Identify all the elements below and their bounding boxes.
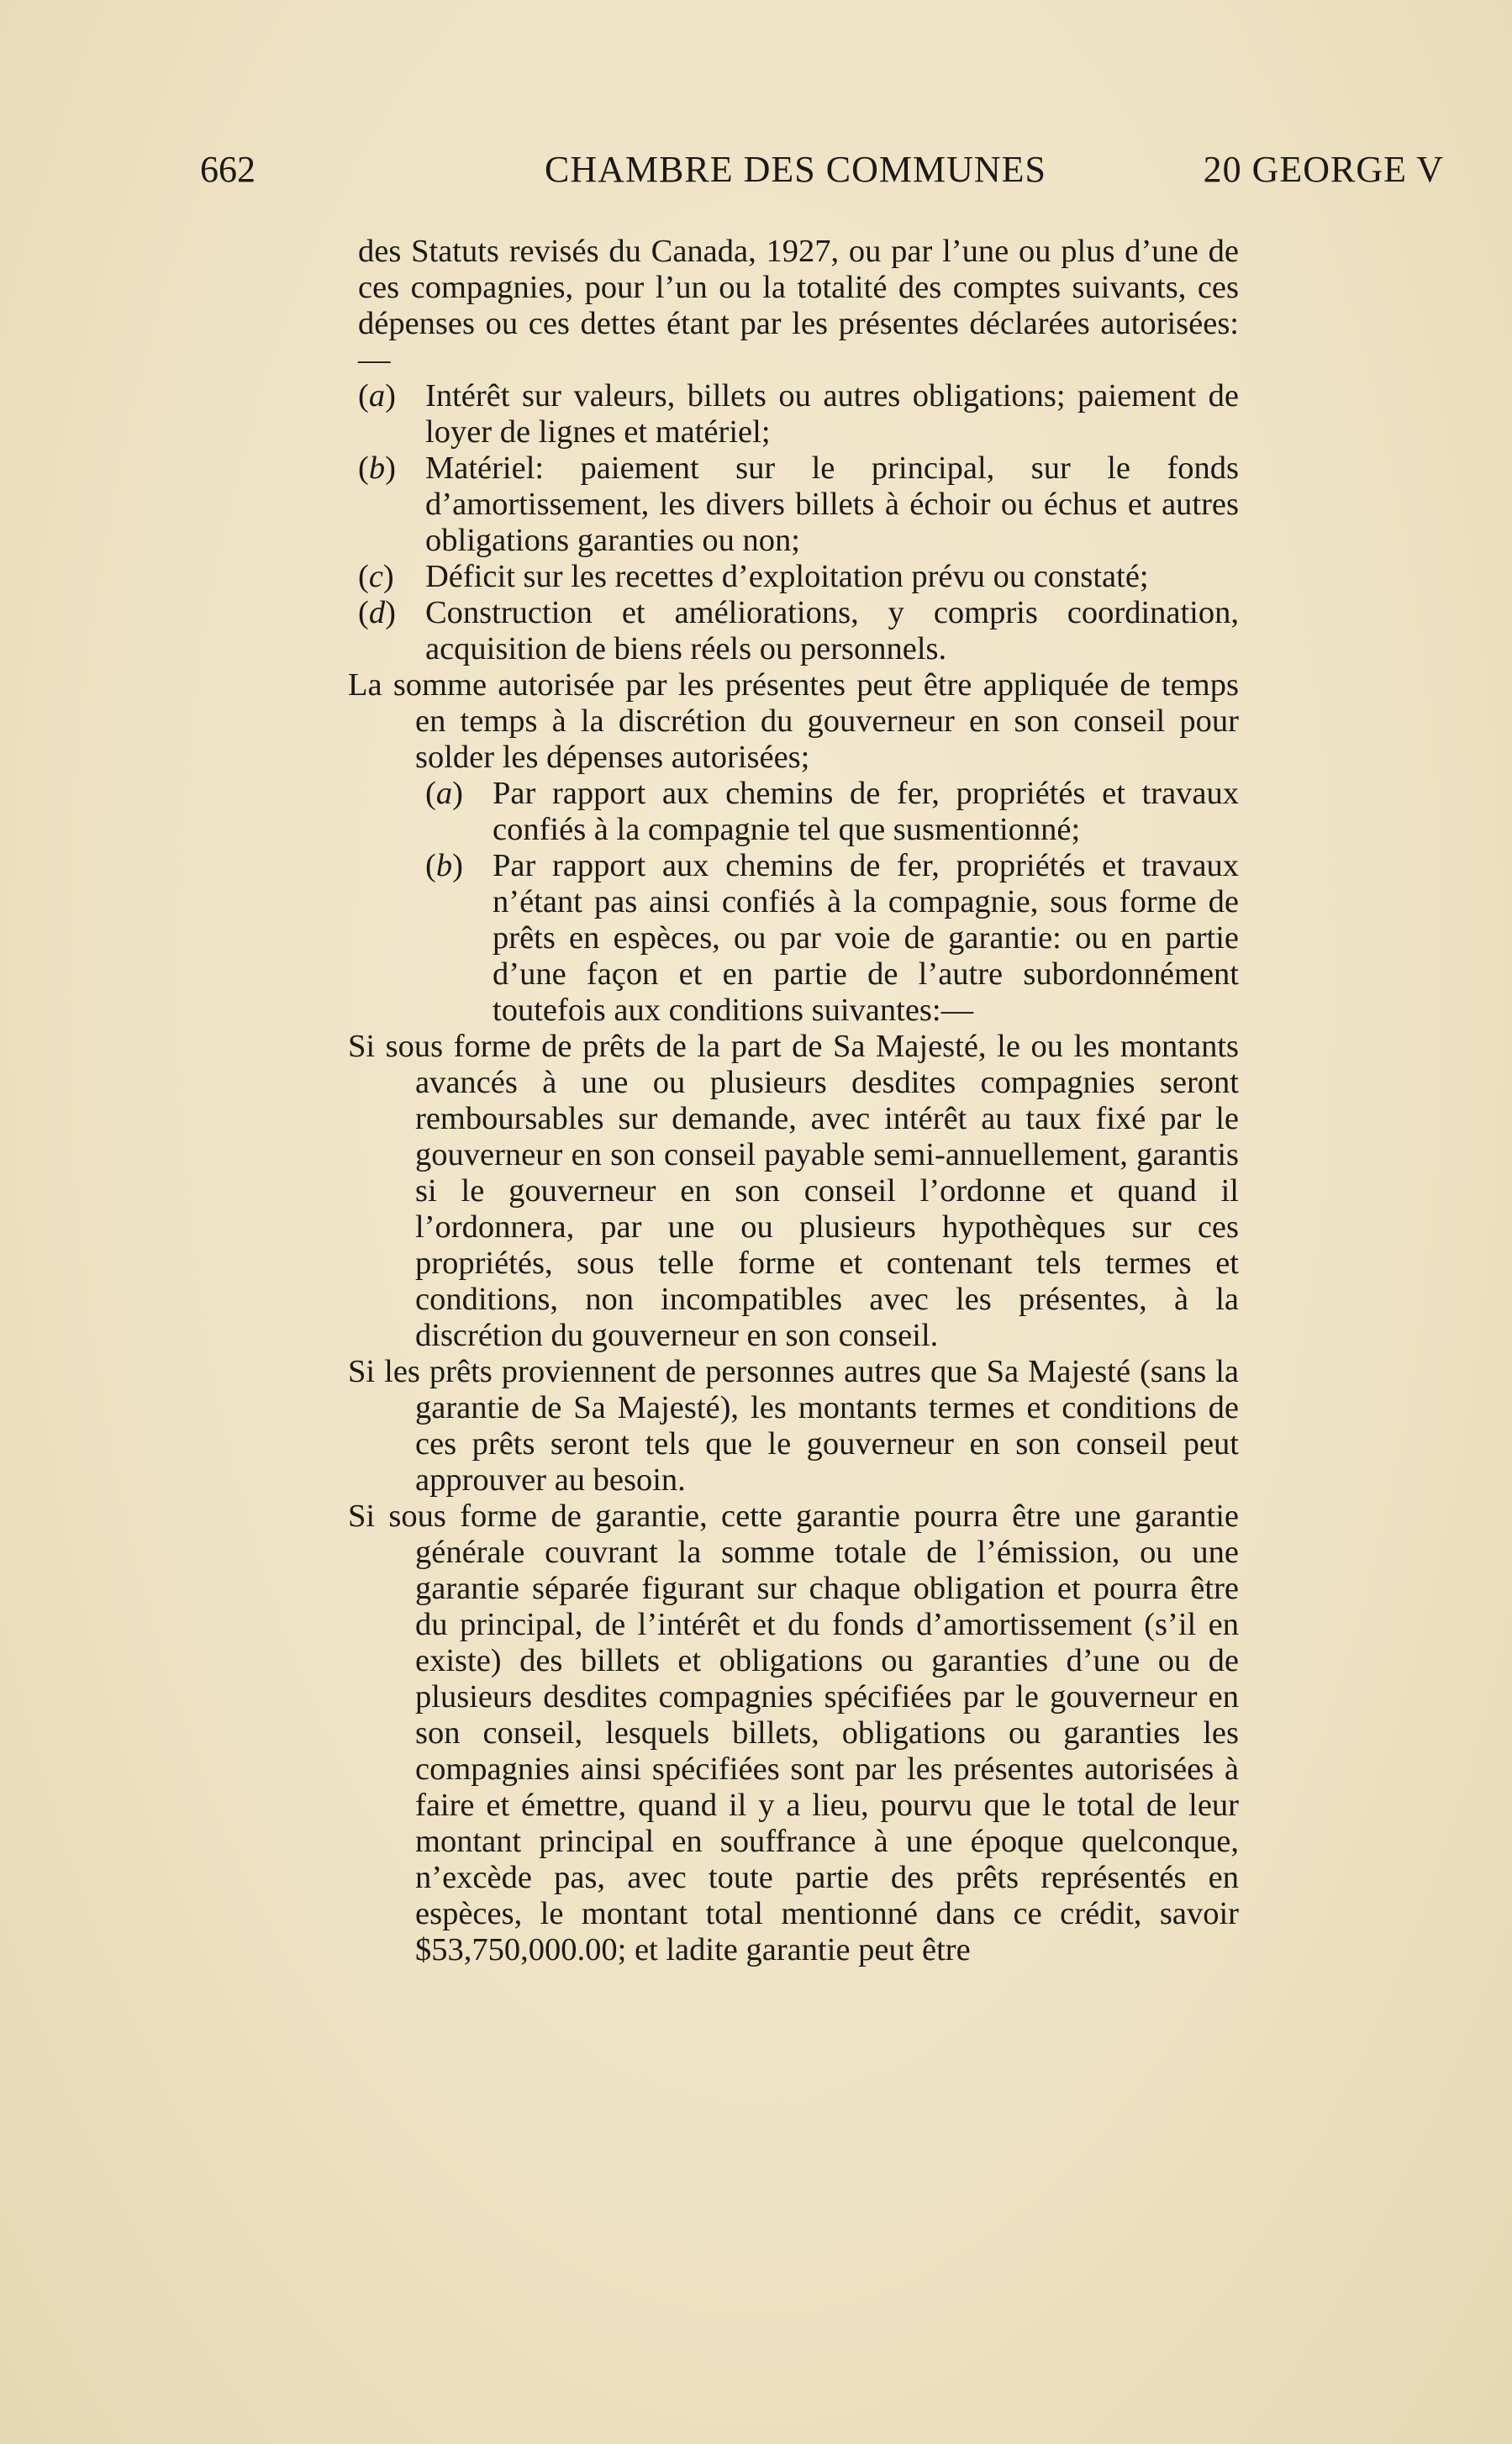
expense-item-b: (b) Matériel: paiement sur le principal, sur le fonds d’amortissement, les divers billets à échoir ou échus et autres obligations garanties ou non;	[358, 450, 1239, 558]
expense-item-a: (a) Intérêt sur valeurs, billets ou autres obligations; paiement de loyer de lignes et matériel;	[358, 378, 1239, 450]
item-text: Par rapport aux chemins de fer, propriétés et travaux n’étant pas ainsi confiés à la compagnie, sous forme de prêts en espèces, ou par voie de garantie: ou en partie d’une façon et en partie de l’autre subordonnément toutefois aux conditions suivantes:—	[493, 848, 1239, 1028]
item-marker: d	[368, 595, 386, 630]
intro-paragraph: des Statuts revisés du Canada, 1927, ou par l’une ou plus d’une de ces compagnies, pour l’un ou la totalité des comptes suivants, ces dépenses ou ces dettes étant par les présentes déclarées autorisées:—	[358, 234, 1239, 377]
expense-item-d: (d) Construction et améliorations, y compris coordination, acquisition de biens réels ou personnels.	[358, 595, 1239, 666]
item-text: Matériel: paiement sur le principal, sur le fonds d’amortissement, les divers billets à échoir ou échus et autres obligations garanties ou non;	[425, 450, 1239, 558]
expense-item-c: (c) Déficit sur les recettes d’exploitation prévu ou constaté;	[348, 559, 1239, 595]
regnal-year: 20 GEORGE V	[1203, 149, 1444, 190]
page-number: 662	[200, 149, 256, 190]
prets-paragraph: Si les prêts proviennent de personnes autres que Sa Majesté (sans la garantie de Sa Majesté), les montants termes et conditions de ces prêts seront tels que le gouverneur en son conseil peut approuver au besoin.	[348, 1354, 1239, 1498]
item-text: Par rapport aux chemins de fer, propriétés et travaux confiés à la compagnie tel que susmentionné;	[493, 776, 1239, 847]
somme-paragraph: La somme autorisée par les présentes peut être appliquée de temps en temps à la discrétion du gouverneur en son conseil pour solder les dépenses autorisées;	[348, 667, 1239, 775]
application-item-a: (a) Par rapport aux chemins de fer, propriétés et travaux confiés à la compagnie tel que susmentionné;	[425, 776, 1239, 847]
item-marker: c	[368, 559, 383, 594]
item-text: Intérêt sur valeurs, billets ou autres obligations; paiement de loyer de lignes et matériel;	[425, 378, 1239, 450]
body-text	[348, 234, 1239, 1968]
item-marker: a	[368, 378, 386, 413]
item-marker: b	[435, 848, 453, 883]
item-marker: a	[435, 776, 453, 811]
application-item-b: (b) Par rapport aux chemins de fer, propriétés et travaux n’étant pas ainsi confiés à la compagnie, sous forme de prêts en espèces, ou par voie de garantie: ou en partie d’une façon et en partie de l’autre subordonnément toutefois aux conditions suivantes:—	[425, 848, 1239, 1028]
garantie-paragraph: Si sous forme de garantie, cette garantie pourra être une garantie générale couvrant la somme totale de l’émission, ou une garantie séparée figurant sur chaque obligation et pourra être du principal, de l’intérêt et du fonds d’amortissement (s’il en existe) des billets et obligations ou garanties d’une ou de plusieurs desdites compagnies spécifiées par le gouverneur en son conseil, lesquels billets, obligations ou garanties les compagnies ainsi spécifiées sont par les présentes autorisées à faire et émettre, quand il y a lieu, pourvu que le total de leur montant principal en souffrance à une époque quelconque, n’excède pas, avec toute partie des prêts représentés en espèces, le montant total mentionné dans ce crédit, savoir $53,750,000.00; et ladite garantie peut être	[348, 1499, 1239, 1967]
page-header	[200, 145, 1444, 195]
item-text: Déficit sur les recettes d’exploitation prévu ou constaté;	[425, 559, 1149, 594]
majeste-paragraph: Si sous forme de prêts de la part de Sa Majesté, le ou les montants avancés à une ou plusieurs desdites compagnies seront remboursables sur demande, avec intérêt au taux fixé par le gouverneur en son conseil payable semi-annuellement, garantis si le gouverneur en son conseil l’ordonne et quand il l’ordonnera, par une ou plusieurs hypothèques sur ces propriétés, sous telle forme et contenant tels termes et conditions, non incompatibles avec les présentes, à la discrétion du gouverneur en son conseil.	[348, 1029, 1239, 1353]
item-text: Construction et améliorations, y compris coordination, acquisition de biens réels ou personnels.	[425, 595, 1239, 666]
running-head: CHAMBRE DES COMMUNES	[545, 149, 1046, 190]
item-marker: b	[368, 450, 386, 486]
